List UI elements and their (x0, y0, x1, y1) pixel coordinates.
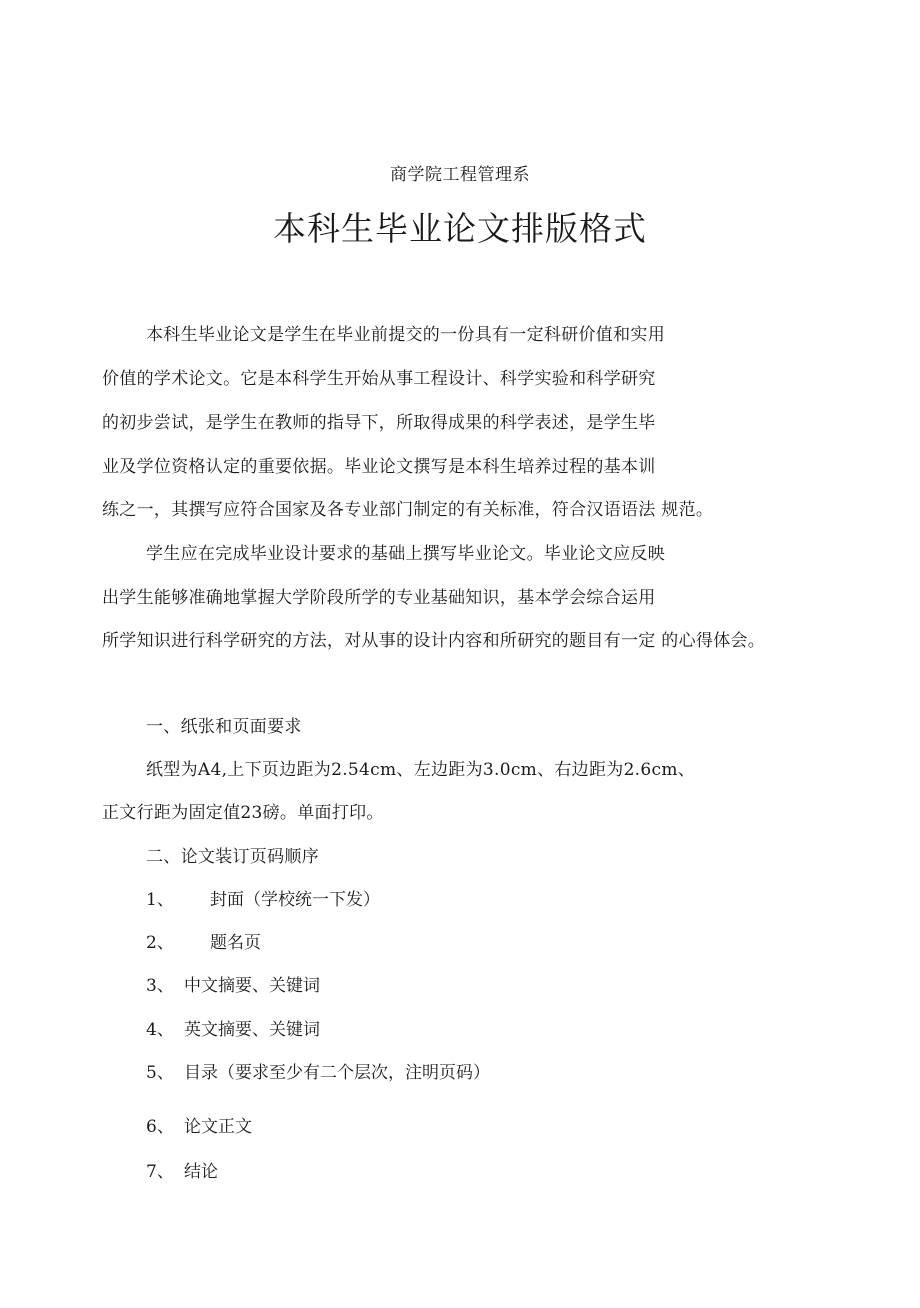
list-item-number: 5、 (146, 1063, 174, 1083)
list-item (146, 1157, 218, 1182)
list-item (146, 971, 320, 996)
list-item-text: 目录（要求至少有二个层次，注明页码） (184, 1063, 490, 1083)
list-item-number: 3、 (146, 976, 174, 996)
list-item-text: 结论 (184, 1162, 218, 1182)
intro-p1-line-4: 业及学位资格认定的重要依据。毕业论文撰写是本科生培养过程的基本训 (102, 457, 656, 477)
department-name: 商学院工程管理系 (390, 165, 530, 185)
list-item-number: 6、 (146, 1117, 174, 1137)
list-item (146, 1112, 252, 1137)
section2-heading: 二、论文装订页码顺序 (146, 847, 319, 867)
intro-p2-line-3: 所学知识进行科学研究的方法，对从事的设计内容和所研究的题目有一定 的心得体会。 (102, 631, 766, 651)
intro-p1-line-3: 的初步尝试，是学生在教师的指导下，所取得成果的科学表述，是学生毕 (102, 413, 656, 433)
section1-line-2: 正文行距为固定值23磅。单面打印。 (102, 803, 384, 823)
intro-p2-line-2: 出学生能够准确地掌握大学阶段所学的专业基础知识，基本学会综合运用 (102, 588, 656, 608)
document-title: 本科生毕业论文排版格式 (273, 209, 647, 248)
list-item-number: 7、 (146, 1162, 174, 1182)
intro-p1-line-5: 练之一，其撰写应符合国家及各专业部门制定的有关标准，符合汉语语法 规范。 (102, 500, 714, 520)
intro-p2-line-1: 学生应在完成毕业设计要求的基础上撰写毕业论文。毕业论文应反映 (146, 544, 665, 564)
intro-p1-line-2: 价值的学术论文。它是本科学生开始从事工程设计、科学实验和科学研究 (102, 369, 656, 389)
list-item-text: 题名页 (210, 933, 261, 953)
list-item-text: 中文摘要、关键词 (184, 976, 320, 996)
section1-heading: 一、纸张和页面要求 (146, 717, 302, 737)
section1-line-1: 纸型为A4,上下页边距为2.54cm、左边距为3.0cm、右边距为2.6cm、 (146, 760, 696, 780)
list-item-number: 1、 (146, 890, 174, 910)
list-item-text: 英文摘要、关键词 (184, 1020, 320, 1040)
list-item-number: 2、 (146, 933, 174, 953)
list-item-text: 封面（学校统一下发） (210, 890, 380, 910)
list-item-number: 4、 (146, 1020, 174, 1040)
list-item-text: 论文正文 (184, 1117, 252, 1137)
list-item (146, 885, 380, 910)
list-item (146, 1015, 320, 1040)
list-item (146, 928, 261, 953)
list-item (146, 1058, 490, 1083)
intro-p1-line-1: 本科生毕业论文是学生在毕业前提交的一份具有一定科研价值和实用 (146, 325, 665, 345)
